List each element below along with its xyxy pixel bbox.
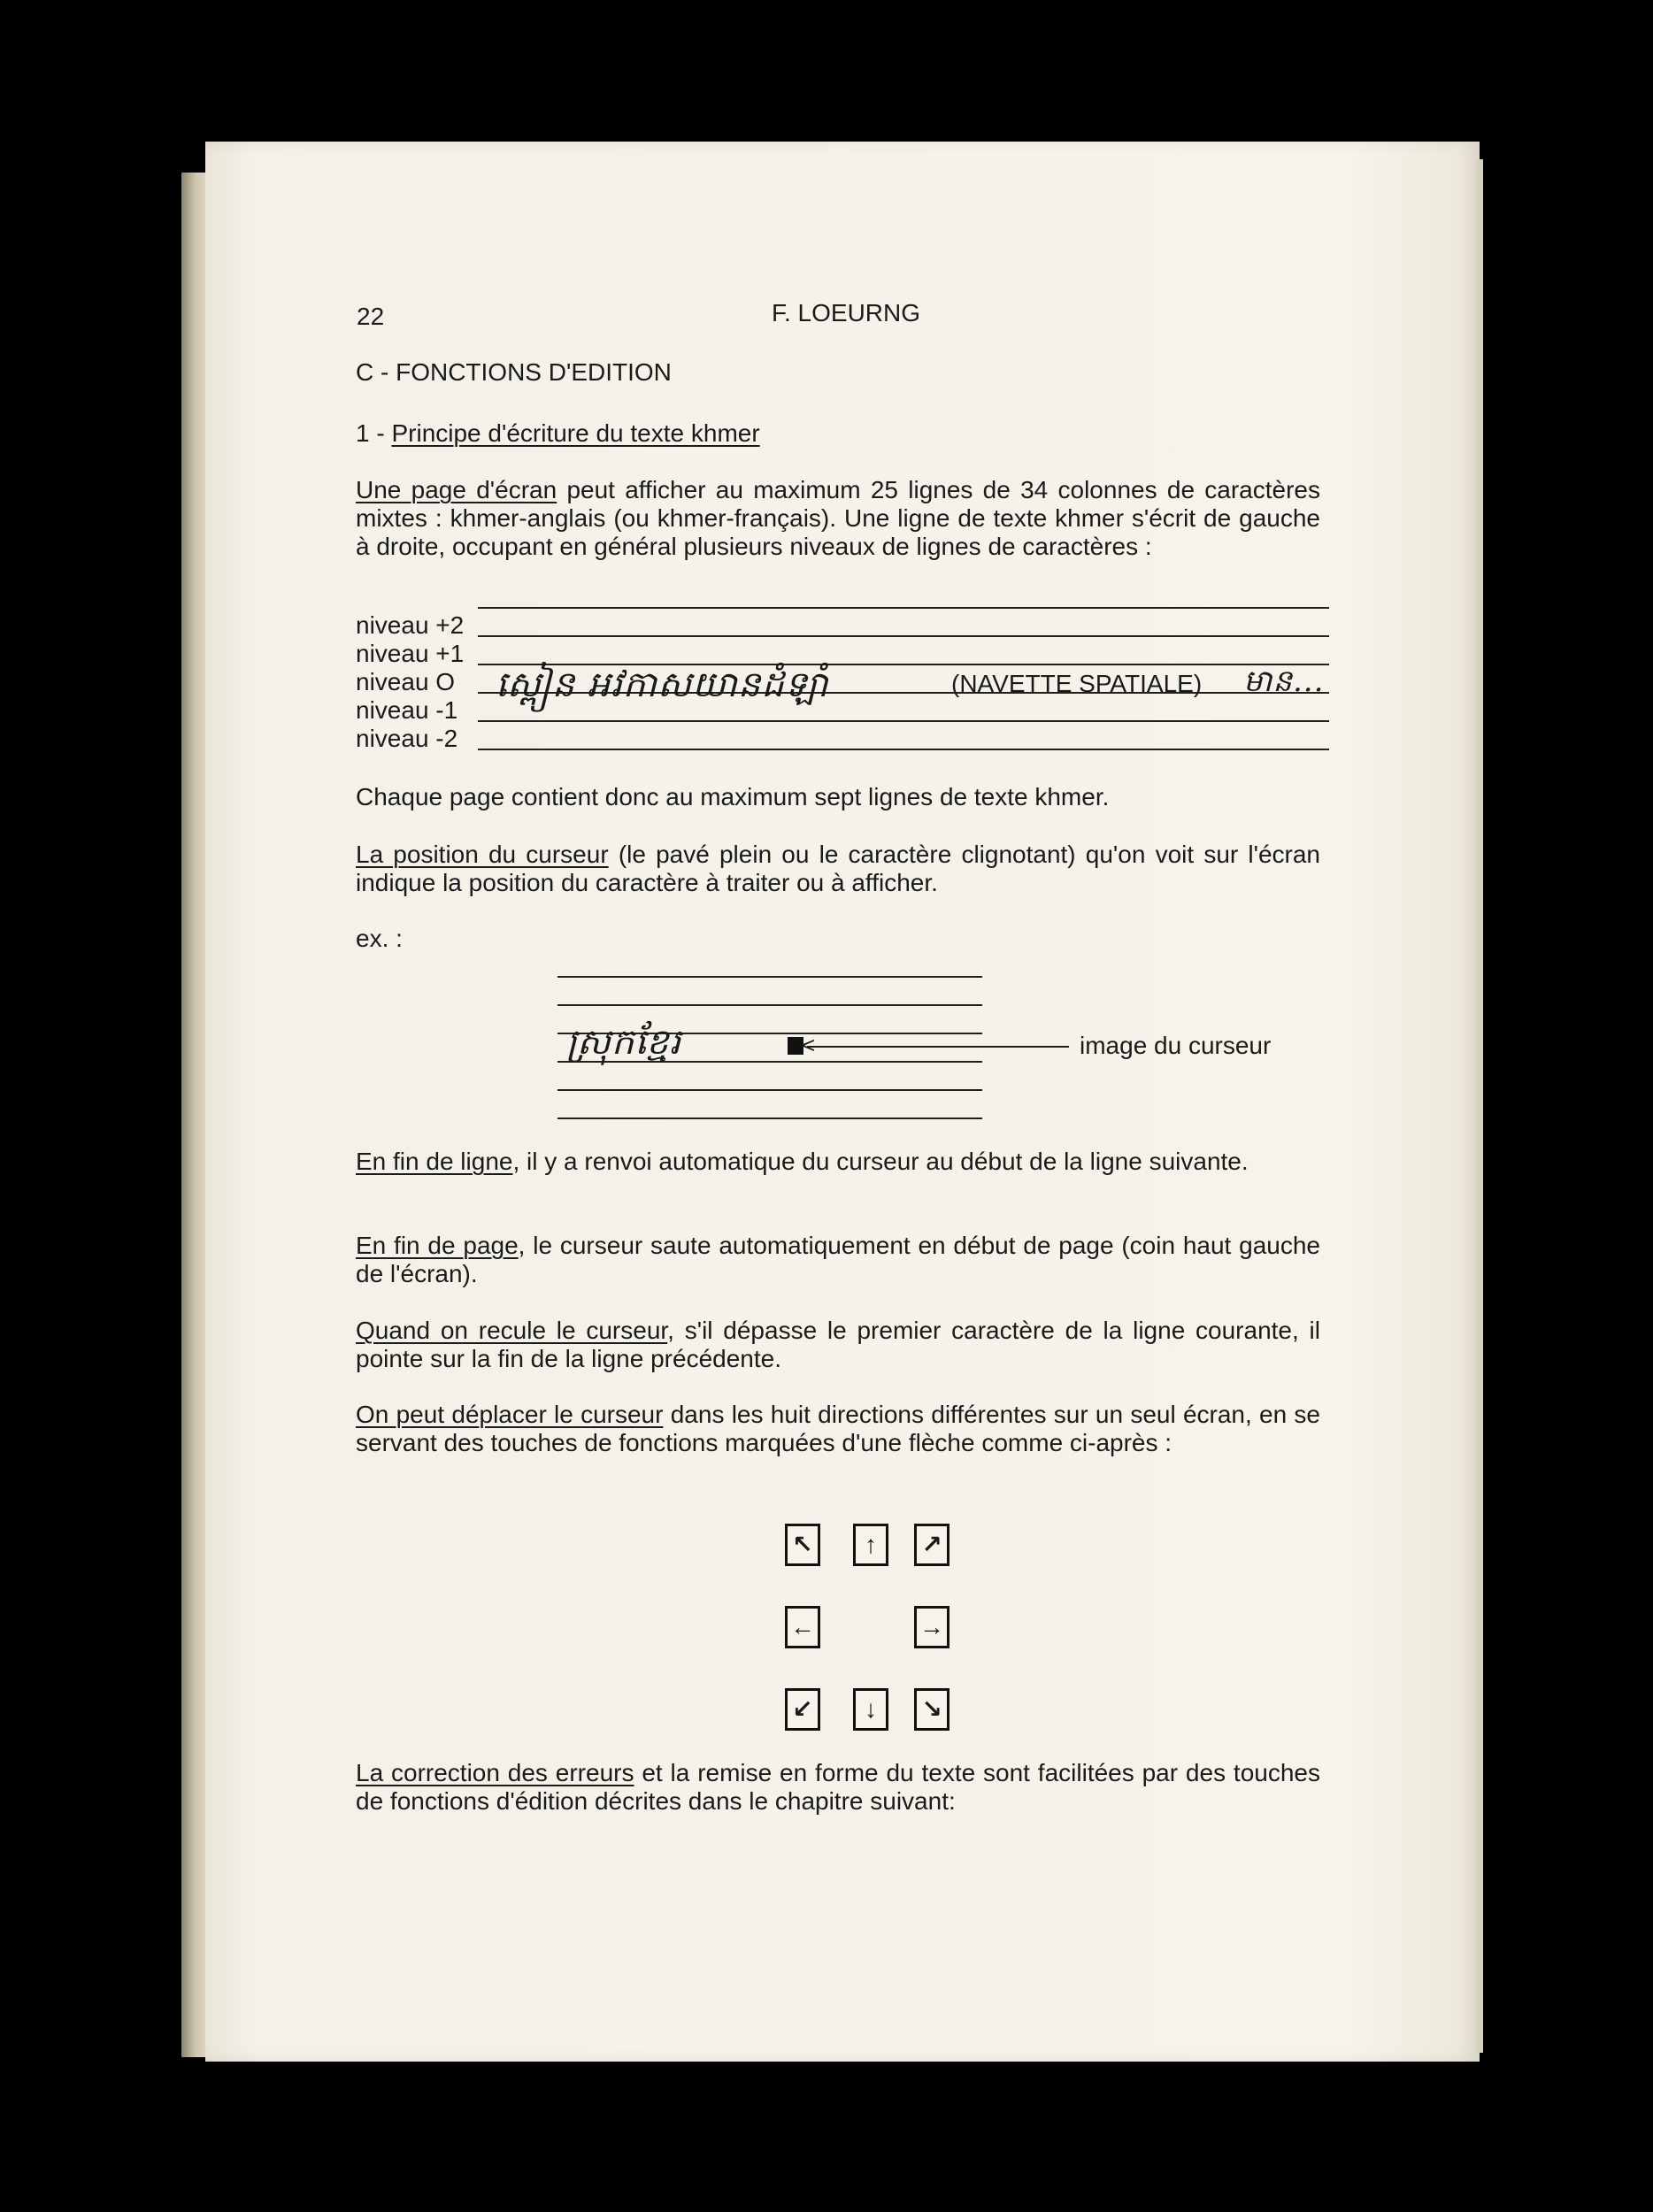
subsection-heading — [356, 419, 760, 448]
section-title: C - FONCTIONS D'EDITION — [356, 358, 672, 386]
example-line — [557, 1118, 982, 1119]
arrow-down-right-icon: ↘ — [914, 1688, 950, 1731]
khmer-tail-text: មាន... — [1243, 664, 1325, 699]
example-khmer-text: ស្រុកខ្មែរ — [566, 1022, 682, 1063]
term-screen-page: Une page d'écran — [356, 476, 557, 503]
paragraph-text: peut afficher au maximum 25 lignes de 34 colonnes de caractères mixtes : khmer-anglais (ou khmer-français). Une ligne de texte khmer s'écrit de gauche à droite, occupant en général plusieurs niveaux de lignes de caractères : — [356, 476, 1321, 560]
paragraph-end-of-page — [356, 1232, 1320, 1288]
term-cursor-position: La position du curseur — [356, 841, 609, 868]
term-move-cursor: On peut déplacer le curseur — [356, 1401, 664, 1428]
paragraph-move-cursor — [356, 1401, 1320, 1457]
level-line — [478, 635, 1329, 637]
term-end-of-page: En fin de page — [356, 1232, 519, 1259]
arrow-up-left-icon: ↖ — [785, 1524, 820, 1566]
paragraph-seven-lines: Chaque page contient donc au maximum sept lignes de texte khmer. — [356, 783, 1110, 810]
paragraph-text: et la remise en forme du texte sont facilitées par des touches de fonctions d'édition décrites dans le chapitre suivant: — [356, 1759, 1320, 1815]
paragraph-screen-page — [356, 476, 1320, 561]
paragraph-cursor-position — [356, 841, 1320, 897]
level-label: niveau -2 — [356, 725, 458, 752]
level-line — [478, 720, 1329, 722]
level-label: niveau +2 — [356, 611, 465, 639]
example-line — [557, 976, 982, 978]
subsection-number: 1 - — [356, 419, 385, 447]
level-label: niveau O — [356, 668, 456, 695]
arrow-down-left-icon: ↙ — [785, 1688, 820, 1731]
paragraph-text: dans les huit directions différentes sur un seul écran, en se servant des touches de fonctions marquées d'une flèche comme ci-après : — [356, 1401, 1321, 1456]
cursor-pointer-line — [807, 1046, 1069, 1048]
khmer-sample-text: ស្ពៀន អវកាសយានដំឡាំ — [496, 664, 829, 705]
level-line — [478, 607, 1329, 609]
subsection-title: Principe d'écriture du texte khmer — [391, 419, 760, 447]
arrow-right-icon: → — [914, 1606, 950, 1648]
level-label: niveau -1 — [356, 696, 458, 724]
arrow-up-icon: ↑ — [853, 1524, 888, 1566]
paragraph-end-of-line — [356, 1148, 1320, 1176]
paragraph-text: (le pavé plein ou le caractère clignotant) qu'on voit sur l'écran indique la position du caractère à traiter ou à afficher. — [356, 841, 1320, 896]
running-header-author: F. LOEURNG — [772, 299, 921, 326]
arrow-down-icon: ↓ — [853, 1688, 888, 1731]
term-end-of-line: En fin de ligne — [356, 1148, 513, 1175]
example-line — [557, 1089, 982, 1091]
paragraph-cursor-back — [356, 1317, 1320, 1373]
paragraph-error-correction — [356, 1759, 1320, 1816]
arrow-left-icon: < — [802, 1032, 816, 1058]
paragraph-text: , le curseur saute automatiquement en début de page (coin haut gauche de l'écran). — [356, 1232, 1320, 1287]
level-line — [478, 749, 1329, 750]
arrow-left-icon: ← — [785, 1606, 820, 1648]
term-cursor-back: Quand on recule le curseur — [356, 1317, 668, 1344]
cursor-caption: image du curseur — [1080, 1032, 1272, 1059]
level0-latin-text: (NAVETTE SPATIALE) — [951, 670, 1203, 697]
paragraph-text: , s'il dépasse le premier caractère de la ligne courante, il pointe sur la fin de la ligne précédente. — [356, 1317, 1320, 1372]
paragraph-text: , il y a renvoi automatique du curseur au début de la ligne suivante. — [512, 1148, 1249, 1175]
page-number: 22 — [357, 303, 385, 330]
level-label: niveau +1 — [356, 640, 465, 667]
term-error-correction: La correction des erreurs — [356, 1759, 634, 1786]
example-label: ex. : — [356, 925, 403, 952]
arrow-up-right-icon: ↗ — [914, 1524, 950, 1566]
example-line — [557, 1004, 982, 1006]
page-right-edge — [1476, 159, 1483, 2053]
